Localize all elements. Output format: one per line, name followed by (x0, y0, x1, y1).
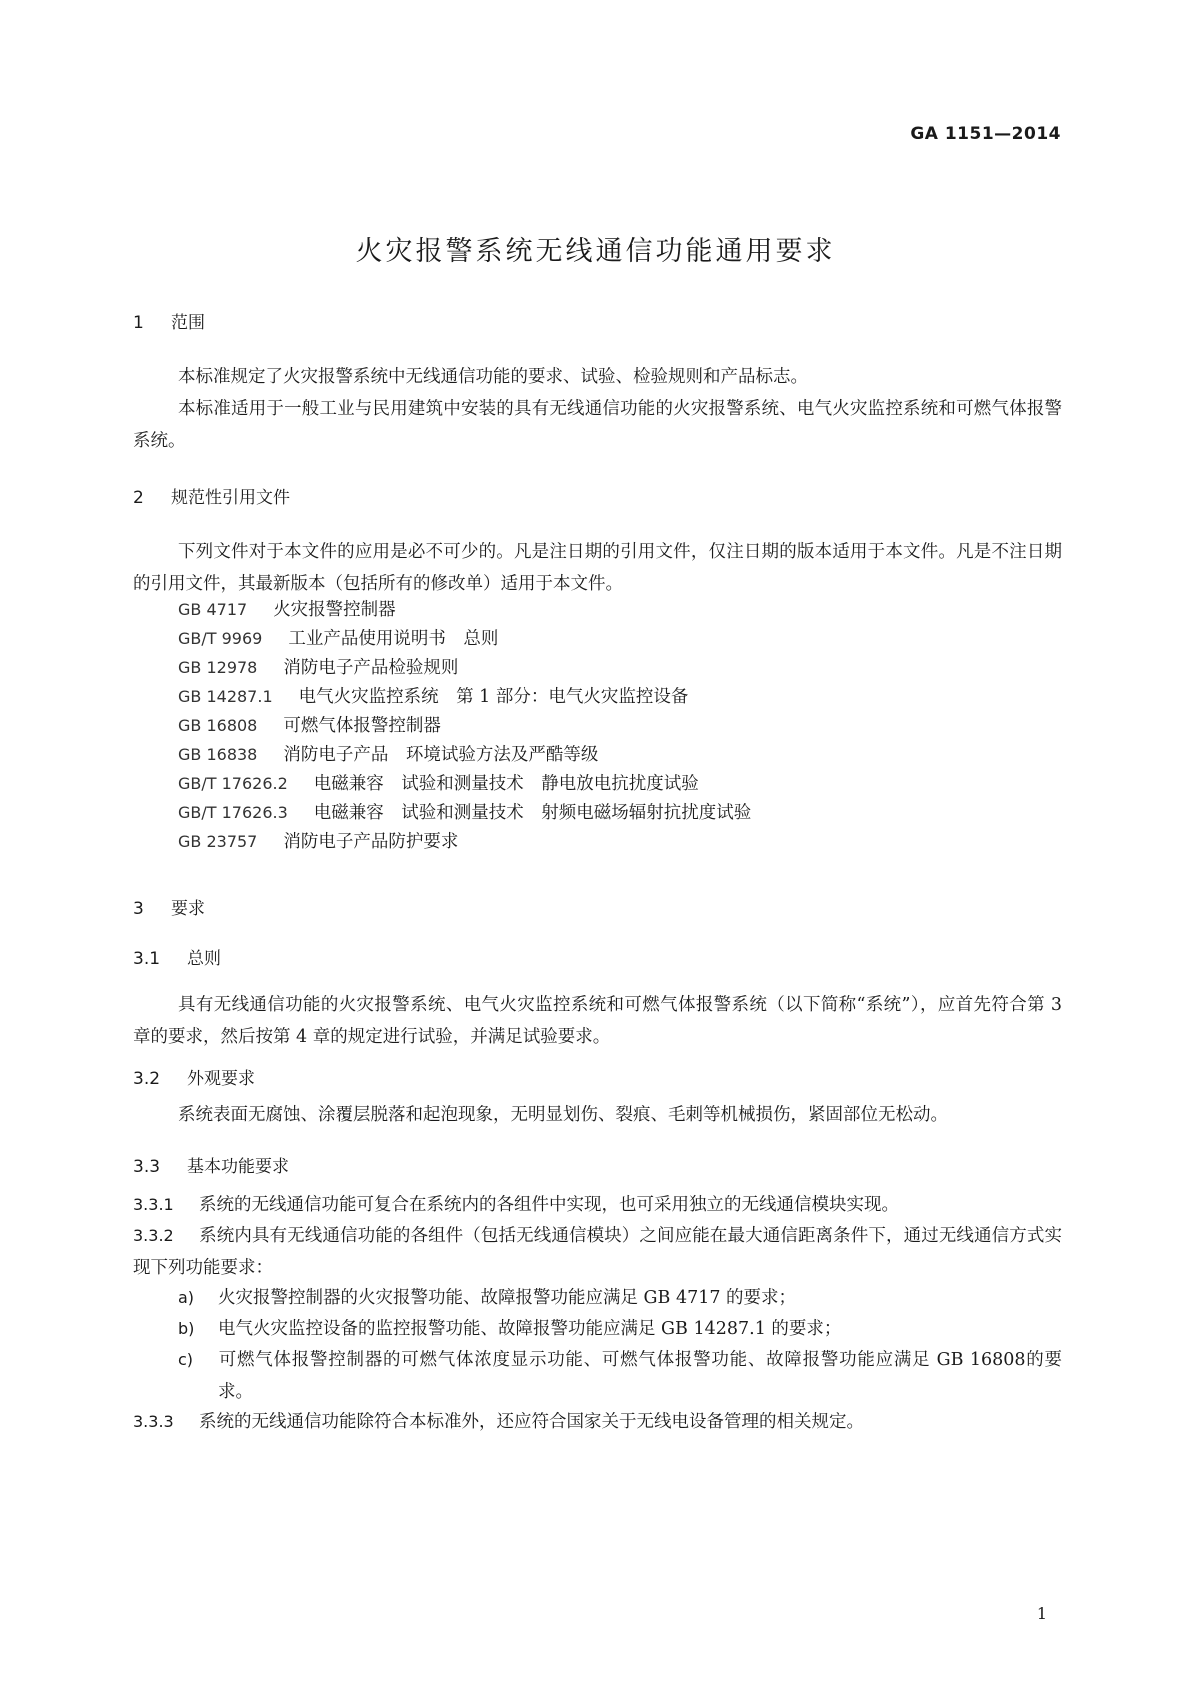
reference-name: 电磁兼容 试验和测量技术 射频电磁场辐射抗扰度试验 (313, 803, 752, 823)
document-title: 火灾报警系统无线通信功能通用要求 (355, 236, 836, 267)
reference-item (178, 770, 699, 795)
paragraph: 具有无线通信功能的火灾报警系统、电气火灾监控系统和可燃气体报警系统（以下简称“系统”），应首先符合第 3 章的要求，然后按第 4 章的规定进行试验，并满足试验要求。 (133, 995, 1062, 1047)
section-title: 要求 (171, 899, 205, 919)
clause-3-3-1 (133, 1189, 1062, 1221)
paragraph: 系统表面无腐蚀、涂覆层脱落和起泡现象，无明显划伤、裂痕、毛刺等机械损伤，紧固部位无松动。 (178, 1105, 948, 1125)
reference-code: GB/T 17626.3 (178, 803, 288, 822)
section-number: 1 (133, 313, 144, 333)
list-marker: c) (178, 1350, 194, 1369)
clause-3-3-2 (133, 1220, 1062, 1284)
list-marker: b) (178, 1319, 195, 1338)
list-item (178, 1344, 1062, 1408)
section-number: 3.3 (133, 1157, 161, 1177)
section-title: 总则 (187, 949, 221, 969)
section-1-heading (133, 308, 205, 333)
reference-code: GB 23757 (178, 832, 258, 851)
section-3-heading (133, 894, 205, 919)
reference-name: 电气火灾监控系统 第 1 部分：电气火灾监控设备 (298, 687, 689, 707)
reference-item (178, 654, 458, 679)
reference-item (178, 799, 751, 824)
reference-item (178, 828, 458, 853)
reference-code: GB 4717 (178, 600, 248, 619)
section-number: 3 (133, 899, 144, 919)
reference-code: GB/T 17626.2 (178, 774, 288, 793)
reference-item (178, 712, 441, 737)
paragraph: 本标准适用于一般工业与民用建筑中安装的具有无线通信功能的火灾报警系统、电气火灾监控系统和可燃气体报警系统。 (133, 399, 1062, 451)
clause-number: 3.3.1 (133, 1195, 174, 1214)
reference-code: GB/T 9969 (178, 629, 263, 648)
page-number: 1 (1036, 1604, 1047, 1623)
reference-item (178, 596, 396, 621)
section-number: 2 (133, 488, 144, 508)
reference-name: 消防电子产品 环境试验方法及严酷等级 (283, 745, 599, 765)
list-text: 火灾报警控制器的火灾报警功能、故障报警功能应满足 GB 4717 的要求； (218, 1288, 797, 1308)
subsection-3-1-heading (133, 944, 221, 969)
reference-item (178, 683, 688, 708)
section-title: 规范性引用文件 (171, 488, 290, 508)
reference-code: GB 16838 (178, 745, 258, 764)
list-item (178, 1282, 1062, 1314)
section-title: 基本功能要求 (187, 1157, 289, 1177)
list-item (178, 1313, 1062, 1345)
list-text: 可燃气体报警控制器的可燃气体浓度显示功能、可燃气体报警功能、故障报警功能应满足 GB 16808的要求。 (218, 1350, 1062, 1402)
subsection-3-3-heading (133, 1152, 289, 1177)
clause-number: 3.3.3 (133, 1412, 174, 1431)
standard-code: GA 1151—2014 (910, 124, 1061, 144)
clause-text: 系统的无线通信功能除符合本标准外，还应符合国家关于无线电设备管理的相关规定。 (199, 1412, 864, 1432)
clause-text: 系统的无线通信功能可复合在系统内的各组件中实现，也可采用独立的无线通信模块实现。 (199, 1195, 899, 1215)
list-marker: a) (178, 1288, 195, 1307)
reference-name: 消防电子产品防护要求 (283, 832, 459, 852)
reference-item (178, 625, 498, 650)
reference-item (178, 741, 598, 766)
reference-name: 消防电子产品检验规则 (283, 658, 459, 678)
section-title: 外观要求 (187, 1069, 255, 1089)
list-text: 电气火灾监控设备的监控报警功能、故障报警功能应满足 GB 14287.1 的要求； (218, 1319, 842, 1339)
clause-text: 系统内具有无线通信功能的各组件（包括无线通信模块）之间应能在最大通信距离条件下，通过无线通信方式实现下列功能要求： (133, 1226, 1062, 1278)
reference-name: 火灾报警控制器 (273, 600, 396, 620)
clause-number: 3.3.2 (133, 1226, 174, 1245)
reference-code: GB 16808 (178, 716, 258, 735)
reference-name: 可燃气体报警控制器 (283, 716, 441, 736)
paragraph: 本标准规定了火灾报警系统中无线通信功能的要求、试验、检验规则和产品标志。 (178, 367, 808, 387)
paragraph: 下列文件对于本文件的应用是必不可少的。凡是注日期的引用文件，仅注日期的版本适用于本文件。凡是不注日期的引用文件，其最新版本（包括所有的修改单）适用于本文件。 (133, 542, 1062, 594)
reference-name: 电磁兼容 试验和测量技术 静电放电抗扰度试验 (313, 774, 699, 794)
section-title: 范围 (171, 313, 205, 333)
section-2-heading (133, 483, 290, 508)
clause-3-3-3 (133, 1406, 1062, 1438)
reference-name: 工业产品使用说明书 总则 (288, 629, 499, 649)
section-number: 3.1 (133, 949, 161, 969)
reference-code: GB 14287.1 (178, 687, 273, 706)
reference-code: GB 12978 (178, 658, 258, 677)
section-number: 3.2 (133, 1069, 161, 1089)
subsection-3-2-heading (133, 1064, 255, 1089)
